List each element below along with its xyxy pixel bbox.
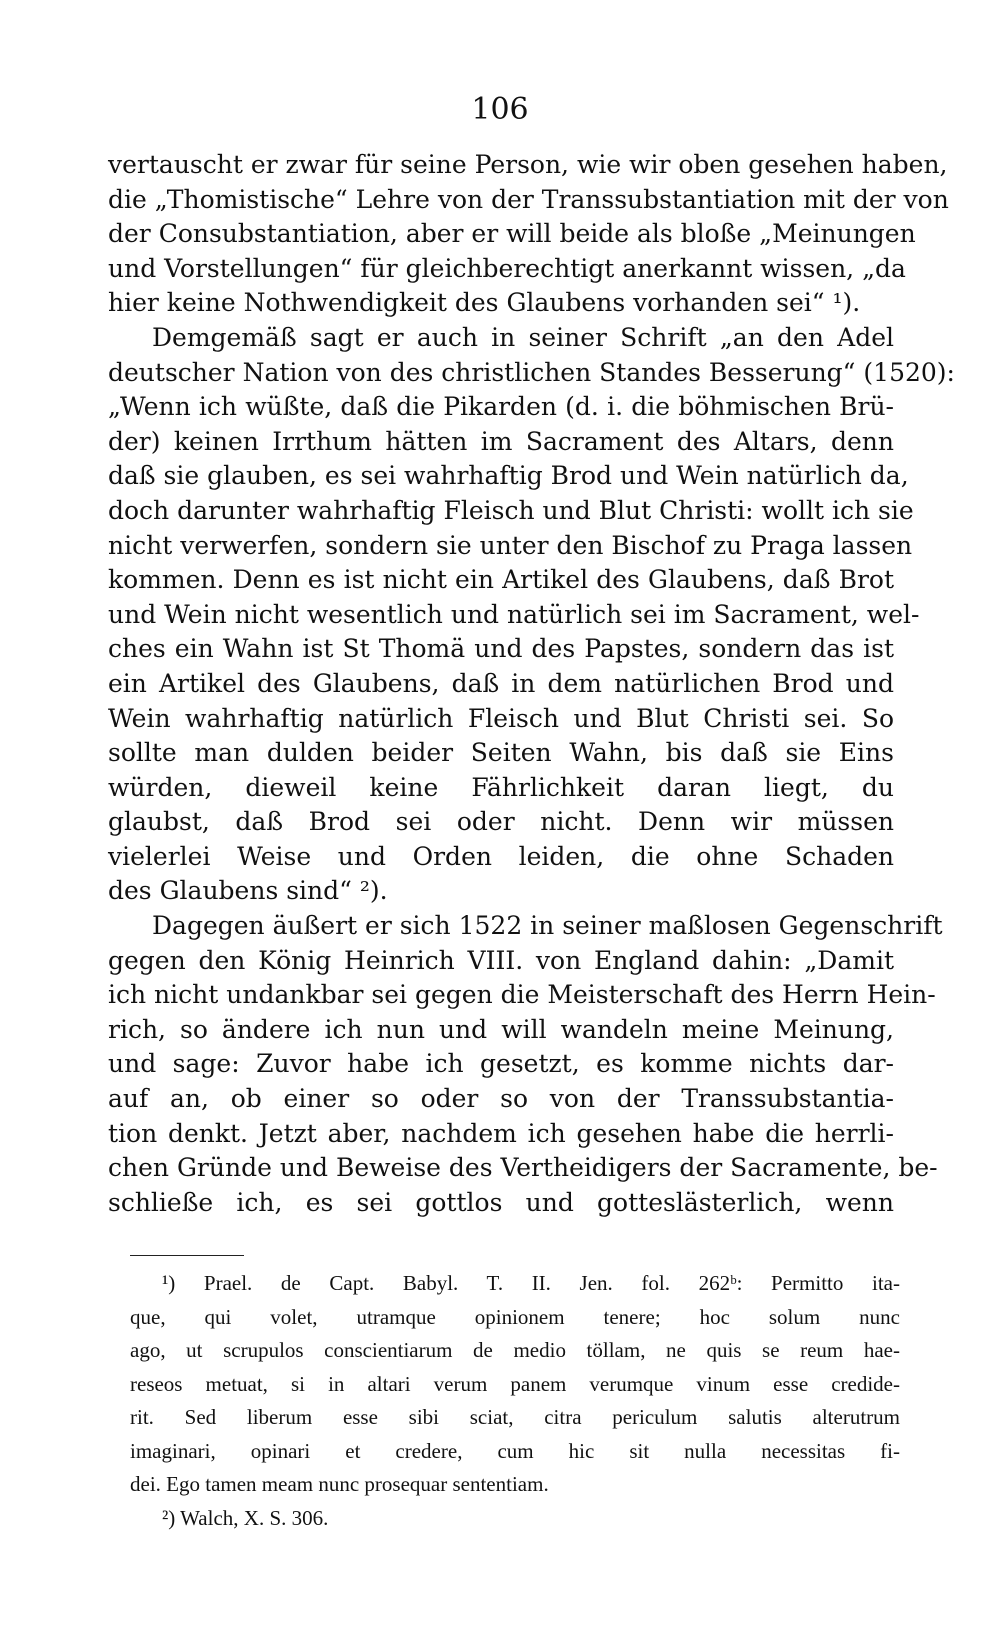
text-line: des Glaubens sind“ ²). <box>108 876 388 906</box>
text-line: Wein wahrhaftig natürlich Fleisch und Blut Christi sei. So <box>108 703 894 733</box>
text-line: und sage: Zuvor habe ich gesetzt, es komme nichts dar- <box>108 1049 894 1079</box>
body-text <box>108 148 955 1220</box>
text-line: ches ein Wahn ist St Thomä und des Papstes, sondern das ist <box>108 634 894 664</box>
text-line: doch darunter wahrhaftig Fleisch und Blut Christi: wollt ich sie <box>108 495 914 525</box>
text-line: Demgemäß sagt er auch in seiner Schrift „an den Adel <box>152 322 894 352</box>
text-line: ein Artikel des Glaubens, daß in dem natürlichen Brod und <box>108 668 894 698</box>
footnotes <box>130 1267 900 1535</box>
text-line: kommen. Denn es ist nicht ein Artikel des Glaubens, daß Brot <box>108 565 894 595</box>
text-line: nicht verwerfen, sondern sie unter den Bischof zu Praga lassen <box>108 530 913 560</box>
text-line: ich nicht undankbar sei gegen die Meisterschaft des Herrn Hein- <box>108 980 936 1010</box>
footnote-line: rit. Sed liberum esse sibi sciat, citra periculum salutis alterutrum <box>130 1405 900 1429</box>
footnote-line: dei. Ego tamen meam nunc prosequar sententiam. <box>130 1472 549 1496</box>
footnote-line: que, qui volet, utramque opinionem tenere; hoc solum nunc <box>130 1304 900 1329</box>
text-line: und Wein nicht wesentlich und natürlich sei im Sacrament, wel- <box>108 599 920 629</box>
footnote-line: ago, ut scrupulos conscientiarum de medio töllam, ne quis se reum hae- <box>130 1338 900 1362</box>
footnote-line: reseos metuat, si in altari verum panem verumque vinum esse credide- <box>130 1371 900 1396</box>
text-line: und Vorstellungen“ für gleichberechtigt anerkannt wissen, „da <box>108 253 906 283</box>
text-line: rich, so ändere ich nun und will wandeln meine Meinung, <box>108 1014 894 1044</box>
footnote-line: ²) Walch, X. S. 306. <box>162 1505 329 1530</box>
page-number: 106 <box>471 92 529 127</box>
text-line: tion denkt. Jetzt aber, nachdem ich gesehen habe die herrli- <box>108 1118 894 1148</box>
text-line: hier keine Nothwendigkeit des Glaubens vorhanden sei“ ¹). <box>108 288 861 318</box>
text-line: Dagegen äußert er sich 1522 in seiner maßlosen Gegenschrift <box>152 911 943 941</box>
text-line: chen Gründe und Beweise des Vertheidigers der Sacramente, be- <box>108 1153 938 1183</box>
text-line: der Consubstantiation, aber er will beide als bloße „Meinungen <box>108 219 916 249</box>
text-line: vertauscht er zwar für seine Person, wie wir oben gesehen haben, <box>108 150 948 179</box>
text-line: deutscher Nation von des christlichen Standes Besserung“ (1520): <box>108 357 955 387</box>
text-line: „Wenn ich wüßte, daß die Pikarden (d. i. die böhmischen Brü- <box>108 392 894 422</box>
text-line: auf an, ob einer so oder so von der Transsubstantia- <box>108 1084 894 1114</box>
text-line: der) keinen Irrthum hätten im Sacrament des Altars, denn <box>108 426 894 456</box>
text-line: daß sie glauben, es sei wahrhaftig Brod und Wein natürlich da, <box>108 461 909 491</box>
footnote-line: ¹) Prael. de Capt. Babyl. T. II. Jen. fol. 262ᵇ: Permitto ita- <box>162 1271 900 1295</box>
text-line: die „Thomistische“ Lehre von der Transsubstantiation mit der von <box>108 184 949 214</box>
text-line: schließe ich, es sei gottlos und gotteslästerlich, wenn <box>108 1187 894 1217</box>
text-line: vielerlei Weise und Orden leiden, die ohne Schaden <box>108 841 894 871</box>
text-line: glaubst, daß Brod sei oder nicht. Denn wir müssen <box>108 807 894 837</box>
footnote-divider <box>130 1255 244 1256</box>
text-line: würden, dieweil keine Fährlichkeit daran liegt, du <box>108 772 894 802</box>
footnote-line: imaginari, opinari et credere, cum hic sit nulla necessitas fi- <box>130 1438 900 1463</box>
text-line: sollte man dulden beider Seiten Wahn, bis daß sie Eins <box>108 738 894 768</box>
text-line: gegen den König Heinrich VIII. von England dahin: „Damit <box>108 945 894 975</box>
